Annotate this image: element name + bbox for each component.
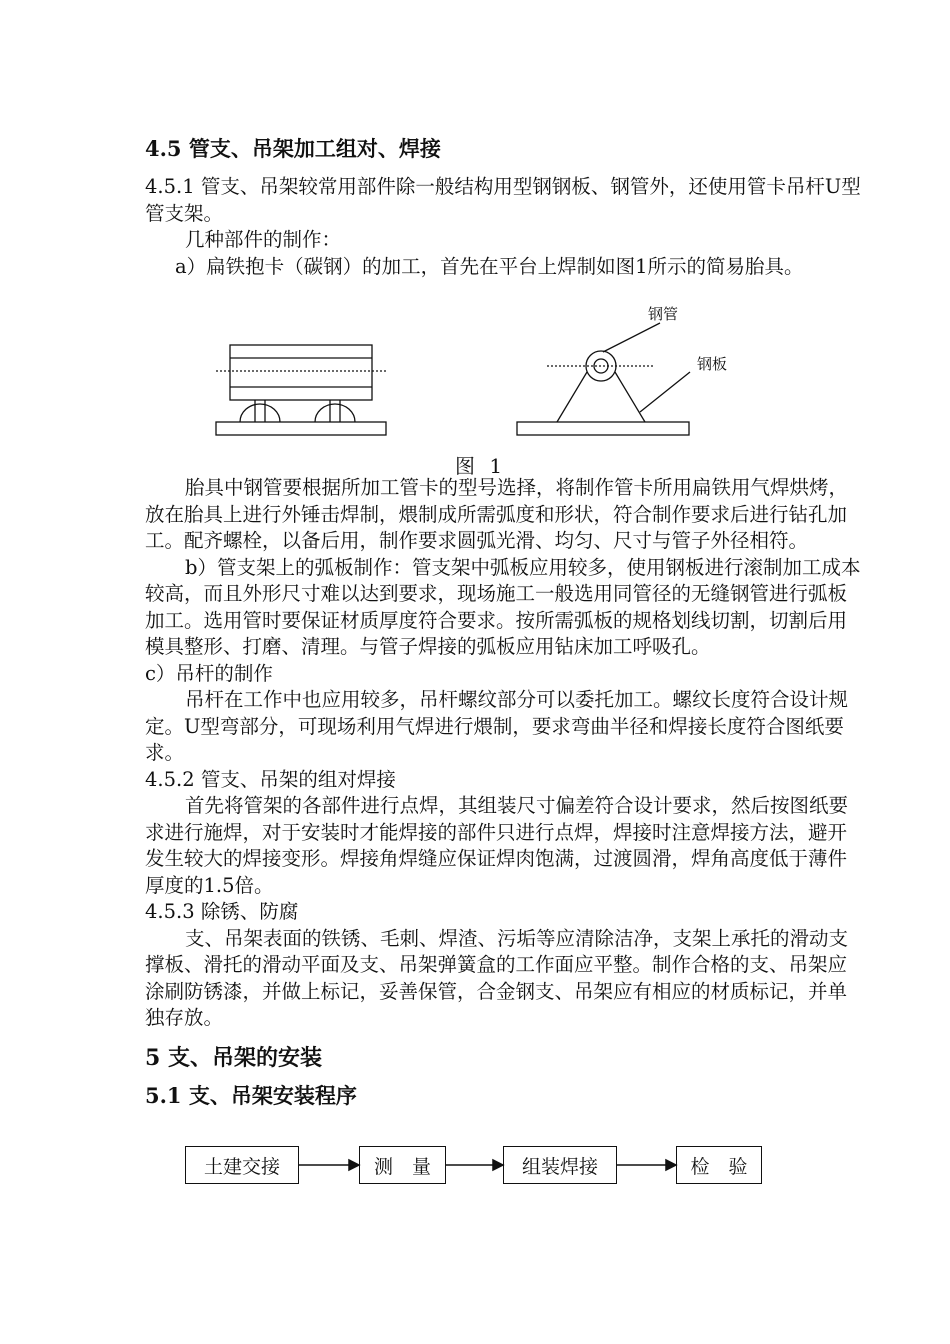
- subheading: c）吊杆的制作: [145, 661, 273, 685]
- section-heading: 5 支、吊架的安装: [145, 1045, 322, 1071]
- section-heading: 4.5 管支、吊架加工组对、焊接: [145, 136, 441, 161]
- label-steel-plate: 钢板: [697, 355, 728, 373]
- subheading: 4.5.2 管支、吊架的组对焊接: [145, 767, 396, 791]
- figure-caption: 图 1: [455, 454, 507, 478]
- paragraph: 胎具中钢管要根据所加工管卡的型号选择，将制作管卡所用扁铁用气焊烘烤，放在胎具上进行外锤击焊制，煨制成所需弧度和形状，符合制作要求后进行钻孔加工。配齐螺栓，以备后用，制作要求圆弧光滑、均匀、尺寸与管子外径相符。: [145, 476, 849, 552]
- flow-step-inspect: 检 验: [676, 1146, 762, 1184]
- list-item-a: a）扁铁抱卡（碳钢）的加工，首先在平台上焊制如图1所示的简易胎具。: [175, 254, 804, 278]
- section-subheading: 5.1 支、吊架安装程序: [145, 1083, 357, 1108]
- flow-step-measure: 测 量: [359, 1146, 446, 1184]
- paragraph: 几种部件的制作：: [185, 228, 342, 251]
- flow-step-assemble-weld: 组装焊接: [503, 1146, 617, 1184]
- paragraph: 4.5.1 管支、吊架较常用部件除一般结构用型钢钢板、钢管外，还使用管卡吊杆U型管支架。: [145, 175, 861, 225]
- paragraph: b）管支架上的弧板制作：管支架中弧板应用较多，使用钢板进行滚制加工成本较高，而且外形尺寸难以达到要求，现场施工一般选用同管径的无缝钢管进行弧板加工。选用管时要保证材质厚度符合要求。按所需弧板的规格划线切割，切割后用模具整形、打磨、清理。与管子焊接的弧板应用钻床加工呼吸孔。: [145, 555, 861, 658]
- paragraph: 吊杆在工作中也应用较多，吊杆螺纹部分可以委托加工。螺纹长度符合设计规定。U型弯部分，可现场利用气焊进行煨制，要求弯曲半径和焊接长度符合图纸要求。: [145, 688, 849, 764]
- label-steel-pipe: 钢管: [648, 305, 679, 323]
- paragraph: 支、吊架表面的铁锈、毛刺、焊渣、污垢等应清除洁净，支架上承托的滑动支撑板、滑托的滑动平面及支、吊架弹簧盒的工作面应平整。制作合格的支、吊架应涂刷防锈漆，并做上标记，妥善保管，合金钢支、吊架应有相应的材质标记，并单独存放。: [145, 926, 849, 1029]
- flow-step-civil-handover: 土建交接: [185, 1146, 299, 1184]
- paragraph: 首先将管架的各部件进行点焊，其组装尺寸偏差符合设计要求，然后按图纸要求进行施焊，对于安装时才能焊接的部件只进行点焊，焊接时注意焊接方法，避开发生较大的焊接变形。焊接角焊缝应保证焊肉饱满，过渡圆滑，焊角高度低于薄件厚度的1.5倍。: [145, 794, 849, 897]
- subheading: 4.5.3 除锈、防腐: [145, 900, 299, 923]
